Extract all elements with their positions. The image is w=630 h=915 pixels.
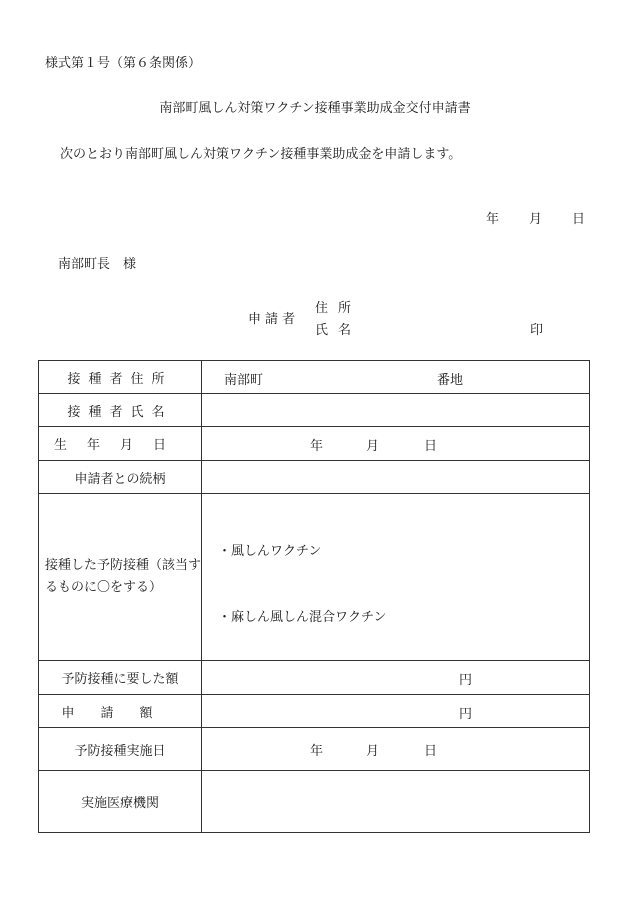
table-row — [39, 394, 590, 427]
table-row — [39, 427, 590, 461]
vaccination-date-field[interactable] — [202, 728, 590, 771]
application-date — [456, 208, 585, 227]
table-row — [39, 661, 590, 695]
address-field[interactable] — [202, 361, 590, 394]
applicant-name-label: 氏名 — [315, 323, 362, 338]
vaccination-year: 年 — [310, 744, 324, 759]
vaccination-day: 日 — [424, 744, 438, 759]
name-field[interactable] — [202, 394, 590, 427]
amount-label: 申請額 — [39, 695, 202, 728]
amount-unit: 円 — [459, 707, 473, 722]
applicant-address-label: 住所 — [315, 301, 362, 316]
cost-label: 予防接種に要した額 — [39, 661, 202, 695]
addressee: 南部町長 様 — [58, 257, 137, 272]
vaccine-label: 接種した予防接種（該当するものに〇をする） — [39, 494, 202, 661]
birthdate-day: 日 — [424, 439, 438, 454]
table-row — [39, 461, 590, 494]
birthdate-field[interactable] — [202, 427, 590, 461]
address-suffix: 番地 — [437, 373, 464, 388]
intro-text: 次のとおり南部町風しん対策ワクチン接種事業助成金を申請します。 — [60, 147, 462, 162]
vaccine-option-mr[interactable]: ・麻しん風しん混合ワクチン — [218, 610, 387, 625]
name-label: 接種者氏名 — [39, 394, 202, 427]
table-row — [39, 695, 590, 728]
table-row — [39, 494, 590, 661]
table-row — [39, 728, 590, 771]
form-number: 様式第１号（第６条関係） — [45, 56, 202, 71]
date-year: 年 — [485, 212, 499, 227]
address-label: 接種者住所 — [39, 361, 202, 394]
institution-label: 実施医療機関 — [39, 771, 202, 833]
institution-field[interactable] — [202, 771, 590, 833]
seal-mark: 印 — [530, 323, 544, 338]
cost-field[interactable] — [202, 661, 590, 695]
applicant-label: 申請者 — [248, 312, 300, 327]
relation-field[interactable] — [202, 461, 590, 494]
vaccination-month: 月 — [366, 744, 380, 759]
birthdate-month: 月 — [366, 439, 380, 454]
document-title: 南部町風しん対策ワクチン接種事業助成金交付申請書 — [159, 101, 471, 116]
date-month: 月 — [528, 212, 542, 227]
cost-unit: 円 — [459, 673, 473, 688]
birthdate-year: 年 — [310, 439, 324, 454]
table-row — [39, 771, 590, 833]
table-row — [39, 361, 590, 394]
relation-label: 申請者との続柄 — [39, 461, 202, 494]
vaccine-option-rubella[interactable]: ・風しんワクチン — [218, 544, 322, 559]
vaccine-options — [202, 494, 590, 661]
application-form-table — [38, 360, 590, 833]
birthdate-label: 生年月日 — [39, 427, 202, 461]
date-day: 日 — [571, 212, 585, 227]
address-prefix: 南部町 — [224, 373, 264, 388]
amount-field[interactable] — [202, 695, 590, 728]
vaccination-date-label: 予防接種実施日 — [39, 728, 202, 771]
